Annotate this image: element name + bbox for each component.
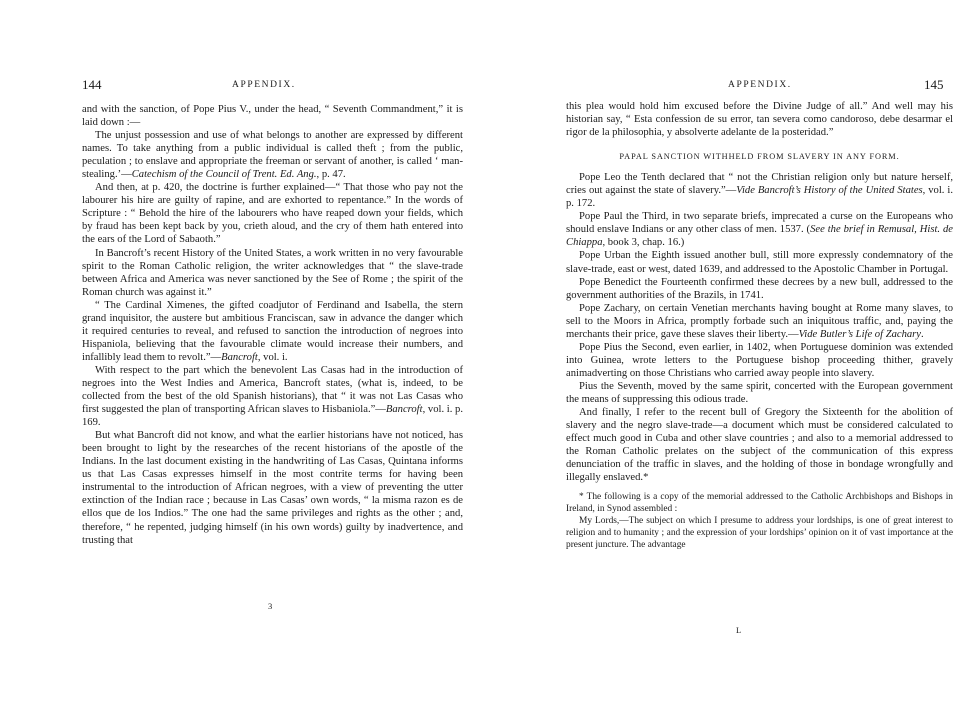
text-run: , vol. i. p. 169. [82,404,463,429]
text-run: Pope Pius the Second, even earlier, in 1402, when Portuguese dominion was extended into Guinea, wrote letters to the Portuguese bishop proceeding thither, gravely animadverting on those Christians who carried away people into slavery. [566,341,953,379]
body-paragraph [566,302,953,341]
footnote-paragraph [566,515,953,551]
text-run: Pope Zachary, on certain Venetian merchants having bought at Rome many slaves, to sell to the Moors in Africa, promptly forbade such an iniquitous traffic, and, paying the merchants their price, gave these slaves their liberty.— [566,302,953,340]
text-run: , book 3, chap. 16.) [602,237,685,249]
body-paragraph [82,247,463,299]
body-paragraph [82,364,463,429]
text-run: , vol. i. [257,351,288,363]
right-intro-block [566,100,953,139]
footnote-paragraph [566,491,953,515]
body-paragraph [82,103,463,129]
citation-text: See the brief in Remusal, Hist. de Chiappa [566,224,953,249]
body-paragraph [566,100,953,139]
citation-text: Vide Bancroft’s History of the United States [736,185,923,197]
right-page-number: 145 [924,77,944,92]
text-run: . [921,328,924,340]
right-signature-mark: L [736,625,742,635]
body-paragraph [82,129,463,181]
body-paragraph [566,406,953,484]
right-text-column [566,100,953,551]
body-paragraph [82,299,463,364]
text-run: And then, at p. 420, the doctrine is further explained—“ That those who pay not the labourer his hire are guilty of rapine, and are exhorted to repentance.” In the words of Scripture : “ Behold the hire of the labourers who have reaped down your fields, which by fraud has been kept back by you, crieth aloud, and the cry of them hath entered into the ears of the Lord of Sabaoth.” [82,182,463,246]
left-running-head: APPENDIX. [232,80,296,90]
text-run: Pius the Seventh, moved by the same spirit, concerted with the European government the means of suppressing this odious trade. [566,380,953,405]
body-paragraph [566,341,953,380]
text-run: , p. 47. [316,169,346,181]
citation-text: Bancroft [385,404,423,416]
text-run: , vol. i. p. 172. [566,185,953,210]
text-run: and with the sanction, of Pope Pius V., under the head, “ Seventh Commandment,” it is laid down :— [82,104,463,129]
text-run: Pope Leo the Tenth declared that “ not the Christian religion only but nature herself, cries out against the state of slavery.”— [566,172,953,197]
right-body-block [566,171,953,484]
body-paragraph [566,380,953,406]
citation-text: Bancroft [221,351,258,363]
text-run: this plea would hold him excused before the Divine Judge of all.” And well may his historian say, “ Esta confession de su error, tan severa como candoroso, debe desarmar el rigor de la philosophia, y absolverte adelante de la posteridad.” [566,101,953,139]
text-run: Pope Paul the Third, in two separate briefs, imprecated a curse on the Europeans who should enslave Indians or any other class of men. 1537. ( [566,211,953,236]
footnotes-block [566,491,953,551]
text-run: Pope Benedict the Fourteenth confirmed these decrees by a new bull, addressed to the government authorities of the Brazils, in 1741. [566,276,953,301]
citation-text: Vide Butler’s Life of Zachary [798,328,922,340]
text-run: My Lords,—The subject on which I presume to address your lordships, is one of great interest to religion and to humanity ; and the expression of your lordships’ opinion on it of vast importance at the present juncture. The advantage [566,516,953,551]
text-run: With respect to the part which the benevolent Las Casas had in the introduction of negroes into the West Indies and America, Bancroft states, (what is, indeed, to be collected from the best of the old Spanish historians), that “ it was not Las Casas who first suggested the plan of transporting African slaves to Hisbaniola.”— [82,364,463,416]
text-run: The unjust possession and use of what belongs to another are expressed by different names. To take anything from a public individual is called theft ; from the public, peculation ; to enslave and appropriate the freeman or servant of another, is called ‘ man-stealing.’— [82,130,463,181]
body-paragraph [566,249,953,275]
text-run: “ The Cardinal Ximenes, the gifted coadjutor of Ferdinand and Isabella, the stern grand inquisitor, the austere but ambitious Franciscan, saw in advance the danger which it required centuries to reveal, and refused to sanction the introduction of negroes into Hispaniola, believing that the favourable climate would increase their numbers, and infallibly lead them to revolt.”— [82,299,463,363]
text-run: * The following is a copy of the memorial addressed to the Catholic Archbishops and Bishops in Ireland, in Synod assembled : [566,492,953,515]
right-running-head: APPENDIX. [728,80,792,90]
citation-text: Catechism of the Council of Trent. Ed. Ang. [131,169,317,181]
text-run: But what Bancroft did not know, and what the earlier historians have not noticed, has been brought to light by the researches of the recent historians of the apostle of the Indians. In the last document existing in the handwriting of Las Casas, Quintana informs us that Las Casas expresses himself in the most contrite terms for having been instrumental to the introduction of African negroes, with a view of preventing the utter extinction of the Indian race ; because in Las Casas’ own words, “ la misma razon es de ellos que de los Indios.” The one had the same privileges and rights as the other ; and, therefore, “ he repented, judging himself (in his own words) guilty by inadvertence, and trusting that [82,430,463,546]
left-page-number: 144 [82,77,102,92]
left-text-column [82,103,463,547]
body-paragraph [566,171,953,210]
body-paragraph [566,276,953,302]
right-page [490,0,980,727]
text-run: Pope Urban the Eighth issued another bull, still more expressly condemnatory of the slave-trade, east or west, dated 1639, and addressed to the Apostolic Chamber in Portugal. [566,250,953,275]
text-run: In Bancroft’s recent History of the United States, a work written in no very favourable spirit to the Roman Catholic religion, the writer acknowledges that “ the slave-trade between Africa and America was never sanctioned by the See of Rome ; the spirit of the Roman church was against it.” [82,247,463,298]
text-run: And finally, I refer to the recent bull of Gregory the Sixteenth for the abolition of slavery and the negro slave-trade—a document which must be considered calculated to effect much good in Cuba and other slave countries ; and also to a memorial addressed to the Roman Catholic prelates on the subject of the communication of this express denunciation of the traffic in slaves, and the holding of those in bondage wrongfully and illegally enslaved.* [566,407,953,484]
body-paragraph [82,181,463,246]
left-signature-mark: 3 [268,601,273,611]
body-paragraph [82,429,463,546]
section-heading: PAPAL SANCTION WITHHELD FROM SLAVERY IN ANY FORM. [619,152,900,162]
body-paragraph [566,210,953,249]
footnote-separator [566,484,953,491]
